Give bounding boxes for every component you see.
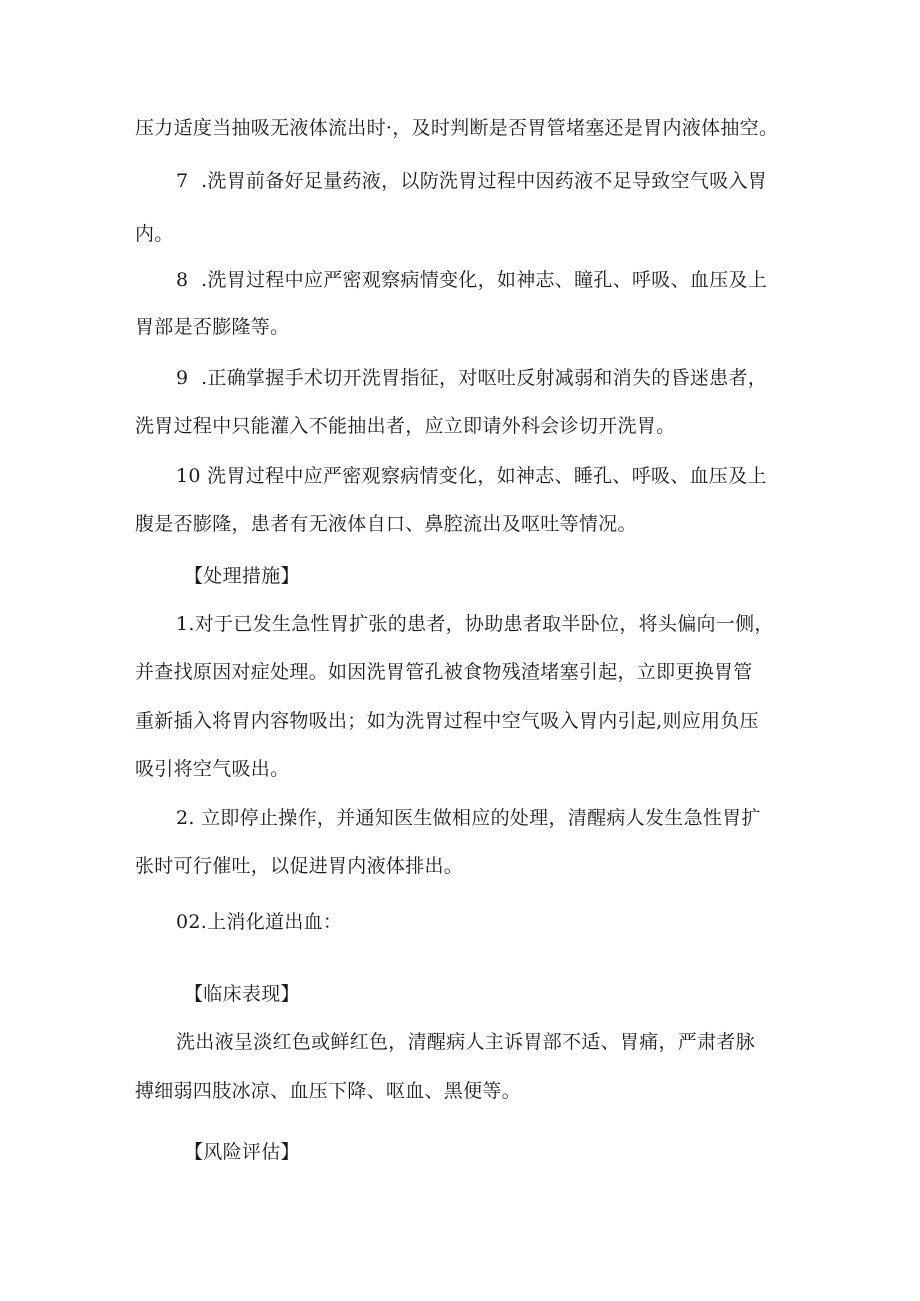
paragraph-line: 洗出液呈淡红色或鲜红色，清醒病人主诉胃部不适、胃痛，严肃者脉 bbox=[176, 1031, 756, 1053]
list-item-8: 8 .洗胃过程中应严密观察病情变化，如神志、瞳孔、呼吸、血压及上 bbox=[176, 269, 768, 291]
text-line: 并查找原因对症处理。如因洗胃管孔被食物残渣堵塞引起，立即更换胃管 bbox=[135, 661, 753, 683]
text-line: 吸引将空气吸出。 bbox=[135, 758, 290, 780]
text-line: 内。 bbox=[135, 223, 174, 245]
section-heading-treatment: 【处理措施】 bbox=[184, 565, 300, 587]
list-item-7: 7 .洗胃前备好足量药液，以防洗胃过程中因药液不足导致空气吸入胃 bbox=[176, 170, 768, 192]
list-item-2: 2. 立即停止操作，并通知医生做相应的处理，清醒病人发生急性胃扩 bbox=[176, 807, 761, 829]
list-item-1: 1.对于已发生急性胃扩张的患者，协助患者取半卧位，将头偏向一侧， bbox=[176, 613, 774, 635]
text-line: 重新插入将胃内容物吸出；如为洗胃过程中空气吸入胃内引起,则应用负压 bbox=[135, 710, 759, 732]
text-line: 胃部是否膨隆等。 bbox=[135, 316, 290, 338]
list-item-9: 9 .正确掌握手术切开洗胃指征，对呕吐反射减弱和消失的昏迷患者， bbox=[176, 367, 768, 389]
list-item-10: 10 洗胃过程中应严密观察病情变化，如神志、睡孔、呼吸、血压及上 bbox=[176, 465, 767, 487]
text-line: 洗胃过程中只能灌入不能抽出者，应立即请外科会诊切开洗胃。 bbox=[135, 415, 676, 437]
text-line: 张时可行催吐，以促进胃内液体排出。 bbox=[135, 855, 464, 877]
text-line: 搏细弱四肢冰凉、血压下降、呕血、黑便等。 bbox=[135, 1080, 522, 1102]
text-line: 压力适度当抽吸无液体流出时·，及时判断是否胃管堵塞还是胃内液体抽空。 bbox=[135, 117, 779, 139]
subsection-title: 02.上消化道出血： bbox=[176, 911, 343, 933]
section-heading-clinical: 【临床表现】 bbox=[184, 983, 300, 1005]
section-heading-risk: 【风险评估】 bbox=[184, 1141, 300, 1163]
text-line: 腹是否膨隆，患者有无液体自口、鼻腔流出及呕吐等情况。 bbox=[135, 513, 637, 535]
